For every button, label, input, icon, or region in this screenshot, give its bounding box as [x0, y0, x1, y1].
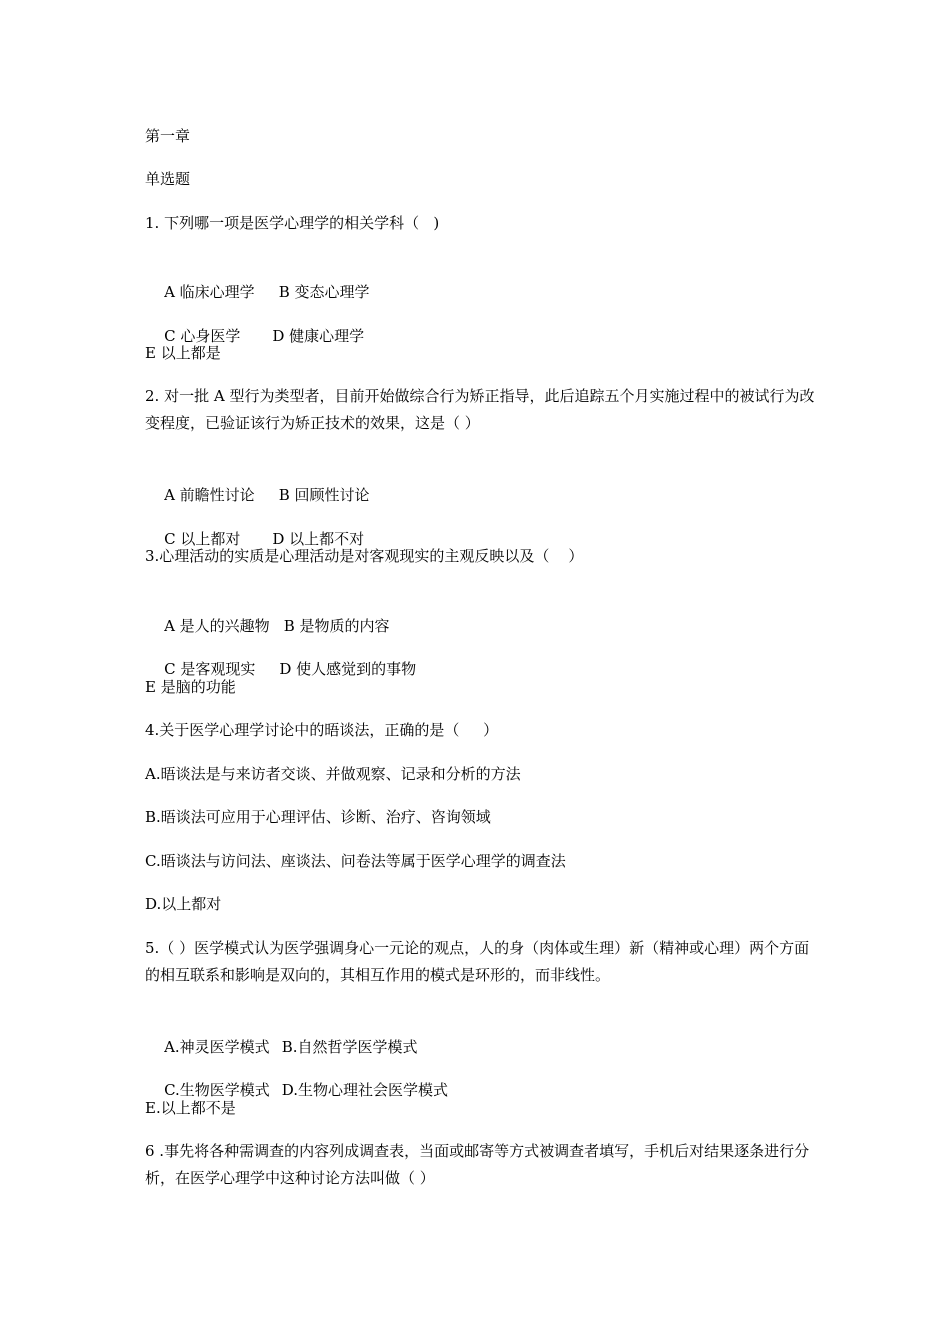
question-3-option-b: B 是物质的内容	[283, 617, 390, 635]
question-2-option-b: B 回顾性讨论	[278, 486, 370, 504]
question-4-stem: 4.关于医学心理学讨论中的晤谈法，正确的是（ ）	[145, 721, 499, 739]
question-3-stem: 3.心理活动的实质是心理活动是对客观现实的主观反映以及（ ）	[145, 547, 584, 565]
question-1-option-a: A 临床心理学	[164, 283, 255, 301]
question-6-stem: 6 .事先将各种需调查的内容列成调查表，当面或邮寄等方式被调查者填写，手机后对结果逐条进行分析，在医学心理学中这种讨论方法叫做（ ）	[145, 1142, 810, 1187]
question-4-option-a: A.晤谈法是与来访者交谈、并做观察、记录和分析的方法	[145, 765, 521, 783]
question-4-option-c: C.晤谈法与访问法、座谈法、问卷法等属于医学心理学的调查法	[145, 852, 566, 870]
question-3-option-d: D 使人感觉到的事物	[279, 660, 417, 678]
question-5-stem: 5.（ ）医学模式认为医学强调身心一元论的观点，人的身（肉体或生理）新（精神或心理）两个方面的相互联系和影响是双向的，其相互作用的模式是环形的，而非线性。	[145, 939, 810, 984]
question-4-option-d: D.以上都对	[145, 895, 222, 913]
question-4-option-b: B.晤谈法可应用于心理评估、诊断、治疗、咨询领域	[145, 808, 491, 826]
question-2-stem: 2. 对一批 A 型行为类型者，目前开始做综合行为矫正指导，此后追踪五个月实施过程中的被试行为改变程度，已验证该行为矫正技术的效果，这是（ ）	[145, 387, 815, 432]
question-5-option-e: E.以上都不是	[145, 1099, 236, 1117]
question-1-option-b: B 变态心理学	[278, 283, 370, 301]
section-heading: 单选题	[145, 170, 191, 188]
question-2-option-d: D 以上都不对	[272, 530, 365, 548]
question-1-stem: 1. 下列哪一项是医学心理学的相关学科（ )	[145, 214, 440, 232]
question-5-option-c: C.生物医学模式	[164, 1081, 270, 1099]
question-1-option-e: E 以上都是	[145, 344, 221, 362]
question-5-option-b: B.自然哲学医学模式	[281, 1038, 418, 1056]
question-1-option-d: D 健康心理学	[272, 327, 365, 345]
question-5-option-d: D.生物心理社会医学模式	[281, 1081, 449, 1099]
question-2-option-c: C 以上都对	[164, 530, 241, 548]
question-3-option-c: C 是客观现实	[164, 660, 256, 678]
question-1-option-c: C 心身医学	[164, 327, 241, 345]
question-2-option-a: A 前瞻性讨论	[164, 486, 255, 504]
question-3-option-e: E 是脑的功能	[145, 678, 236, 696]
question-5-option-a: A.神灵医学模式	[164, 1038, 270, 1056]
question-3-option-a: A 是人的兴趣物	[164, 617, 270, 635]
chapter-heading: 第一章	[145, 127, 191, 145]
